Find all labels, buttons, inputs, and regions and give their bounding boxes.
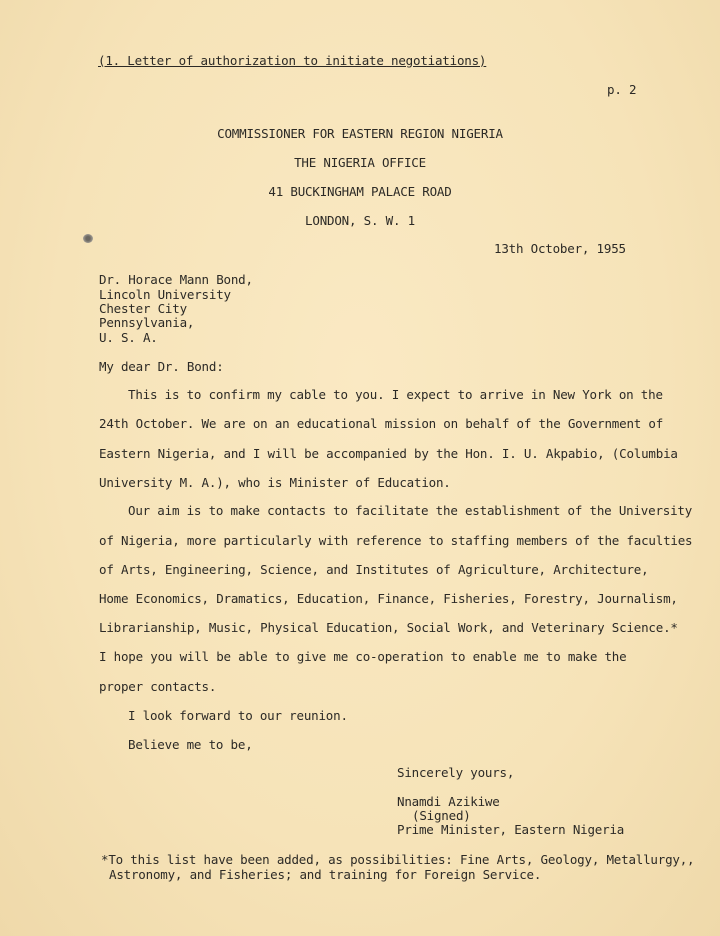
footnote-line: Astronomy, and Fisheries; and training for Foreign Service. — [109, 867, 542, 882]
signature-name: Nnamdi Azikiwe — [397, 794, 500, 809]
footnote-line: *To this list have been added, as possibilities: Fine Arts, Geology, Metallurgy,, — [101, 852, 695, 867]
recipient-line: U. S. A. — [99, 330, 158, 345]
closing: Sincerely yours, — [397, 765, 515, 780]
body-line: of Arts, Engineering, Science, and Institutes of Agriculture, Architecture, — [99, 562, 649, 577]
letter-date: 13th October, 1955 — [494, 241, 626, 256]
recipient-line: Pennsylvania, — [99, 315, 195, 330]
body-line: University M. A.), who is Minister of Education. — [99, 475, 451, 490]
letterhead-line-3: 41 BUCKINGHAM PALACE ROAD — [268, 184, 452, 199]
body-line: Librarianship, Music, Physical Education, Social Work, and Veterinary Science.* — [99, 620, 678, 635]
body-line: proper contacts. — [99, 679, 217, 694]
letterhead-line-4: LONDON, S. W. 1 — [305, 213, 415, 228]
signature-signed: (Signed) — [412, 808, 471, 823]
body-line: Eastern Nigeria, and I will be accompanied by the Hon. I. U. Akpabio, (Columbia — [99, 446, 678, 461]
signature-title: Prime Minister, Eastern Nigeria — [397, 822, 625, 837]
body-line: I look forward to our reunion. — [128, 708, 348, 723]
body-line: Our aim is to make contacts to facilitate the establishment of the University — [128, 503, 693, 518]
salutation: My dear Dr. Bond: — [99, 359, 224, 374]
punch-hole-mark — [83, 234, 93, 243]
recipient-line: Chester City — [99, 301, 187, 316]
body-line: This is to confirm my cable to you. I expect to arrive in New York on the — [128, 387, 663, 402]
body-line: I hope you will be able to give me co-operation to enable me to make the — [99, 649, 627, 664]
letterhead-line-2: THE NIGERIA OFFICE — [294, 155, 426, 170]
letterhead-line-1: COMMISSIONER FOR EASTERN REGION NIGERIA — [217, 126, 503, 141]
page-number: p. 2 — [607, 82, 637, 97]
body-line: Home Economics, Dramatics, Education, Finance, Fisheries, Forestry, Journalism, — [99, 591, 678, 606]
recipient-line: Lincoln University — [99, 287, 231, 302]
document-header-note: (1. Letter of authorization to initiate negotiations) — [98, 53, 487, 68]
body-line: of Nigeria, more particularly with reference to staffing members of the faculties — [99, 533, 693, 548]
body-line: Believe me to be, — [128, 737, 253, 752]
body-line: 24th October. We are on an educational mission on behalf of the Government of — [99, 416, 664, 431]
recipient-line: Dr. Horace Mann Bond, — [99, 272, 253, 287]
